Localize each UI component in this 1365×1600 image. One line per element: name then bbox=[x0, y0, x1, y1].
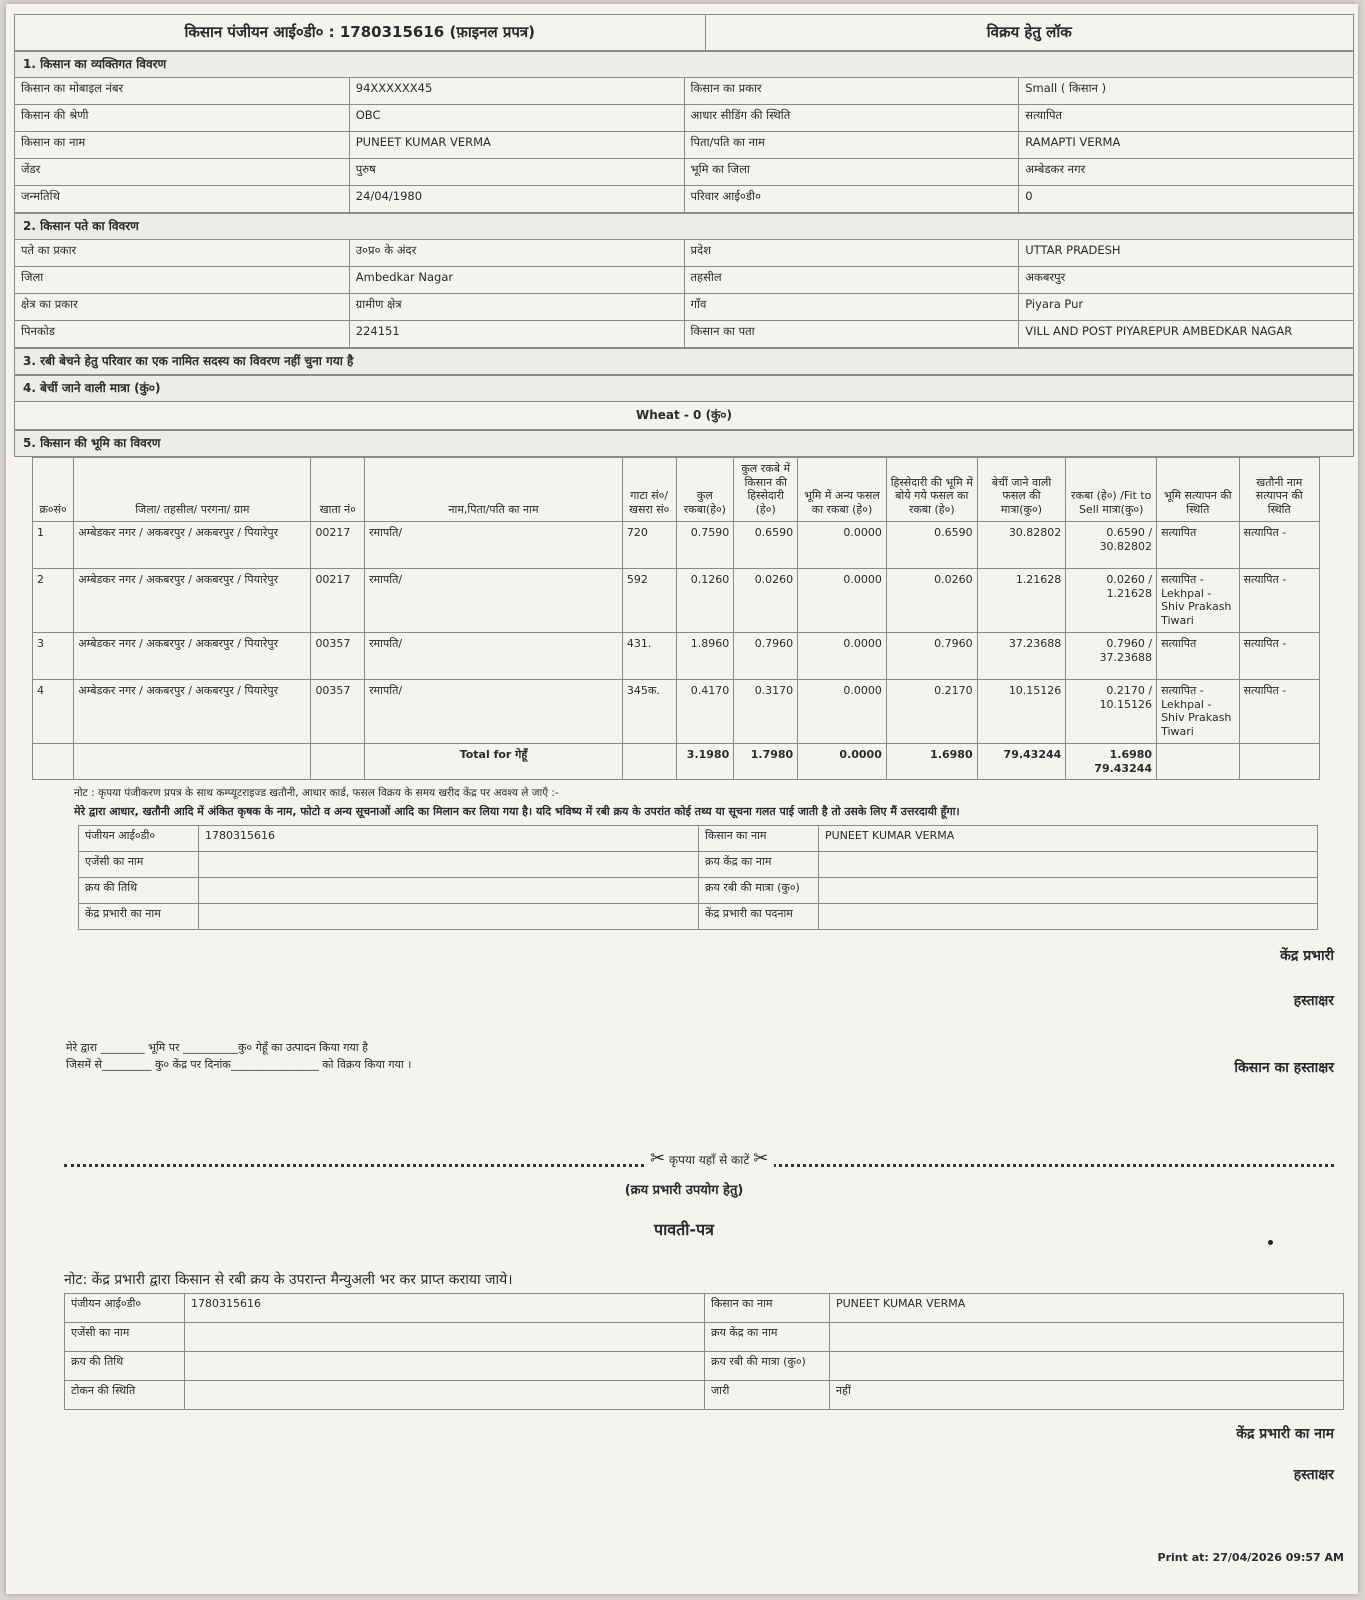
field-label: क्रय की तिथि bbox=[79, 878, 199, 904]
land-cell-other: 0.0000 bbox=[798, 521, 887, 568]
field-label: किसान का नाम bbox=[699, 826, 819, 852]
field-value: 1780315616 bbox=[199, 826, 699, 852]
land-cell-namever: सत्यापित - bbox=[1239, 568, 1319, 632]
field-value bbox=[830, 1323, 1344, 1352]
land-cell-sown: 0.0260 bbox=[886, 568, 977, 632]
land-total-fit: 1.6980 79.43244 bbox=[1066, 743, 1157, 780]
address-detail-row bbox=[15, 266, 1354, 293]
form-title: किसान पंजीयन आई०डी० : 1780315616 (फ़ाइनल प्रपत्र) bbox=[15, 15, 706, 51]
field-label: क्रय केंद्र का नाम bbox=[705, 1323, 830, 1352]
field-value: Small ( किसान ) bbox=[1019, 77, 1354, 104]
field-label: पते का प्रकार bbox=[15, 239, 350, 266]
receipt-row bbox=[65, 1381, 1344, 1410]
field-value: पुरुष bbox=[349, 158, 684, 185]
land-cell-sn: 3 bbox=[33, 632, 74, 679]
field-value bbox=[819, 904, 1318, 930]
section-3-title: 3. रबी बेचने हेतु परिवार का एक नामित सदस्य का विवरण नहीं चुना गया है bbox=[15, 348, 1354, 374]
land-total-sn bbox=[33, 743, 74, 780]
land-total-sown: 1.6980 bbox=[886, 743, 977, 780]
field-label: एजेंसी का नाम bbox=[79, 852, 199, 878]
scissors-icon: ✂ bbox=[650, 1148, 666, 1170]
section-4-title: 4. बेचीं जाने वाली मात्रा (कुं०) bbox=[15, 375, 1354, 401]
land-cell-khata: 00357 bbox=[311, 632, 365, 679]
purchase-form-row bbox=[79, 852, 1318, 878]
land-total-name: Total for गेहूँ bbox=[365, 743, 623, 780]
receipt-signature-label: हस्ताक्षर bbox=[1293, 1467, 1334, 1484]
land-cell-place: अम्बेडकर नगर / अकबरपुर / अकबरपुर / पियारेपुर bbox=[74, 568, 311, 632]
cut-label-group bbox=[644, 1148, 774, 1169]
land-column-header: रकबा (हे०) /Fit to Sell मात्रा(कु०) bbox=[1066, 457, 1157, 521]
field-label: केंद्र प्रभारी का पदनाम bbox=[699, 904, 819, 930]
field-label: टोकन की स्थिति bbox=[65, 1381, 185, 1410]
receipt-row bbox=[65, 1323, 1344, 1352]
receipt-incharge-name-label: केंद्र प्रभारी का नाम bbox=[1236, 1426, 1334, 1443]
land-total-row bbox=[33, 743, 1320, 780]
field-label: किसान का पता bbox=[684, 320, 1019, 347]
land-column-header: नाम,पिता/पति का नाम bbox=[365, 457, 623, 521]
land-row bbox=[33, 568, 1320, 632]
field-value bbox=[819, 878, 1318, 904]
land-total-place bbox=[74, 743, 311, 780]
land-cell-namever: सत्यापित - bbox=[1239, 521, 1319, 568]
land-cell-share: 0.3170 bbox=[734, 679, 798, 743]
field-label: परिवार आई०डी० bbox=[684, 185, 1019, 212]
field-label: एजेंसी का नाम bbox=[65, 1323, 185, 1352]
personal-details-table bbox=[14, 51, 1354, 213]
field-label: क्रय केंद्र का नाम bbox=[699, 852, 819, 878]
field-value: नहीं bbox=[830, 1381, 1344, 1410]
field-label: आधार सीडिंग की स्थिति bbox=[684, 104, 1019, 131]
field-label: किसान का नाम bbox=[15, 131, 350, 158]
field-label: पिता/पति का नाम bbox=[684, 131, 1019, 158]
field-value: 94XXXXXX45 bbox=[349, 77, 684, 104]
field-label: जिला bbox=[15, 266, 350, 293]
field-label: क्रय रबी की मात्रा (कु०) bbox=[699, 878, 819, 904]
land-cell-khata: 00357 bbox=[311, 679, 365, 743]
field-label: क्षेत्र का प्रकार bbox=[15, 293, 350, 320]
land-column-header: क्र०सं० bbox=[33, 457, 74, 521]
personal-detail-row bbox=[15, 77, 1354, 104]
field-label: जन्मतिथि bbox=[15, 185, 350, 212]
purchase-form-row bbox=[79, 904, 1318, 930]
quantity-section bbox=[14, 375, 1354, 430]
land-total-share: 1.7980 bbox=[734, 743, 798, 780]
field-value: RAMAPTI VERMA bbox=[1019, 131, 1354, 158]
cut-line bbox=[64, 1140, 1334, 1180]
land-row bbox=[33, 521, 1320, 568]
land-cell-landver: सत्यापित - Lekhpal - Shiv Prakash Tiwari bbox=[1157, 568, 1240, 632]
land-cell-gata: 345क. bbox=[622, 679, 676, 743]
purchase-form-row bbox=[79, 826, 1318, 852]
land-column-header: भूमि सत्यापन की स्थिति bbox=[1157, 457, 1240, 521]
field-value bbox=[830, 1352, 1344, 1381]
field-label: तहसील bbox=[684, 266, 1019, 293]
field-value: Ambedkar Nagar bbox=[349, 266, 684, 293]
land-cell-total: 0.7590 bbox=[676, 521, 734, 568]
field-label: किसान का मोबाइल नंबर bbox=[15, 77, 350, 104]
center-incharge-label: केंद्र प्रभारी bbox=[1280, 948, 1334, 965]
field-value bbox=[199, 878, 699, 904]
land-column-header: कुल रकबे में किसान की हिस्सेदारी (हे०) bbox=[734, 457, 798, 521]
land-cell-place: अम्बेडकर नगर / अकबरपुर / अकबरपुर / पियारेपुर bbox=[74, 632, 311, 679]
land-total-gata bbox=[622, 743, 676, 780]
land-column-header: कुल रकबा(हे०) bbox=[676, 457, 734, 521]
land-cell-landver: सत्यापित - Lekhpal - Shiv Prakash Tiwari bbox=[1157, 679, 1240, 743]
land-details-table bbox=[32, 457, 1320, 781]
section-5-title: 5. किसान की भूमि का विवरण bbox=[15, 430, 1354, 456]
land-cell-other: 0.0000 bbox=[798, 679, 887, 743]
land-column-header: गाटा सं०/ खसरा सं० bbox=[622, 457, 676, 521]
land-cell-khata: 00217 bbox=[311, 568, 365, 632]
land-column-header: खतौनी नाम सत्यापन की स्थिति bbox=[1239, 457, 1319, 521]
land-cell-name: रमापति/ bbox=[365, 521, 623, 568]
field-label: पंजीयन आई०डी० bbox=[65, 1294, 185, 1323]
land-column-header: खाता नं० bbox=[311, 457, 365, 521]
purchase-form-table bbox=[78, 825, 1318, 930]
land-cell-total: 1.8960 bbox=[676, 632, 734, 679]
land-column-header: जिला/ तहसील/ परगना/ ग्राम bbox=[74, 457, 311, 521]
receipt-subtitle: (क्रय प्रभारी उपयोग हेतु) bbox=[624, 1183, 744, 1199]
land-cell-fit: 0.7960 / 37.23688 bbox=[1066, 632, 1157, 679]
receipt-row bbox=[65, 1294, 1344, 1323]
production-line-2: जिसमें से_________ कु० केंद्र पर दिनांक________________ को विक्रय किया गया । bbox=[66, 1057, 412, 1071]
documents-note: नोट : कृपया पंजीकरण प्रपत्र के साथ कम्प्यूटराइज्ड खतौनी, आधार कार्ड, फसल विक्रय के समय खरीद केंद्र पर अवश्य ले जाएँ :- bbox=[74, 787, 559, 800]
land-total-other: 0.0000 bbox=[798, 743, 887, 780]
land-column-header: हिस्सेदारी की भूमि में बोये गये फसल का रकबा (हे०) bbox=[886, 457, 977, 521]
land-total-khata bbox=[311, 743, 365, 780]
field-label: प्रदेश bbox=[684, 239, 1019, 266]
land-column-header: बेचीं जाने वाली फसल की मात्रा(कु०) bbox=[977, 457, 1066, 521]
land-cell-sn: 4 bbox=[33, 679, 74, 743]
land-total-landver bbox=[1157, 743, 1240, 780]
land-cell-namever: सत्यापित - bbox=[1239, 679, 1319, 743]
land-cell-sown: 0.7960 bbox=[886, 632, 977, 679]
field-value: Piyara Pur bbox=[1019, 293, 1354, 320]
field-value: 1780315616 bbox=[185, 1294, 705, 1323]
address-detail-row bbox=[15, 293, 1354, 320]
land-cell-gata: 592 bbox=[622, 568, 676, 632]
wheat-quantity: Wheat - 0 (कुं०) bbox=[15, 401, 1354, 429]
field-label: जारी bbox=[705, 1381, 830, 1410]
land-total-namever bbox=[1239, 743, 1319, 780]
ink-dot bbox=[1268, 1240, 1273, 1245]
field-value: 224151 bbox=[349, 320, 684, 347]
field-value bbox=[819, 852, 1318, 878]
land-cell-qty: 37.23688 bbox=[977, 632, 1066, 679]
field-value: उ०प्र० के अंदर bbox=[349, 239, 684, 266]
field-value: अम्बेडकर नगर bbox=[1019, 158, 1354, 185]
field-value: 0 bbox=[1019, 185, 1354, 212]
production-block bbox=[14, 1040, 1354, 1110]
field-value: 24/04/1980 bbox=[349, 185, 684, 212]
document-page bbox=[6, 4, 1358, 1594]
center-incharge-signature-label: हस्ताक्षर bbox=[1293, 993, 1334, 1010]
field-value: सत्यापित bbox=[1019, 104, 1354, 131]
scissors-icon: ✂ bbox=[753, 1148, 769, 1170]
field-value: PUNEET KUMAR VERMA bbox=[349, 131, 684, 158]
land-cell-place: अम्बेडकर नगर / अकबरपुर / अकबरपुर / पियारेपुर bbox=[74, 521, 311, 568]
land-cell-khata: 00217 bbox=[311, 521, 365, 568]
field-value bbox=[199, 904, 699, 930]
land-cell-fit: 0.6590 / 30.82802 bbox=[1066, 521, 1157, 568]
section-2-title: 2. किसान पते का विवरण bbox=[15, 213, 1354, 239]
field-label: क्रय रबी की मात्रा (कु०) bbox=[705, 1352, 830, 1381]
land-column-header: भूमि में अन्य फसल का रकबा (हे०) bbox=[798, 457, 887, 521]
field-value bbox=[185, 1381, 705, 1410]
field-value: अकबरपुर bbox=[1019, 266, 1354, 293]
personal-detail-row bbox=[15, 104, 1354, 131]
section-1-title: 1. किसान का व्यक्तिगत विवरण bbox=[15, 51, 1354, 77]
purchase-form-row bbox=[79, 878, 1318, 904]
field-value: PUNEET KUMAR VERMA bbox=[819, 826, 1318, 852]
address-detail-row bbox=[15, 320, 1354, 347]
land-cell-namever: सत्यापित - bbox=[1239, 632, 1319, 679]
personal-detail-row bbox=[15, 131, 1354, 158]
receipt-title: पावती-पत्र bbox=[654, 1220, 714, 1240]
field-label: क्रय की तिथि bbox=[65, 1352, 185, 1381]
nominee-section bbox=[14, 348, 1354, 375]
field-label: पिनकोड bbox=[15, 320, 350, 347]
land-cell-gata: 431. bbox=[622, 632, 676, 679]
field-value bbox=[199, 852, 699, 878]
receipt-table bbox=[64, 1293, 1344, 1410]
land-row bbox=[33, 632, 1320, 679]
land-cell-landver: सत्यापित bbox=[1157, 521, 1240, 568]
land-cell-total: 0.4170 bbox=[676, 679, 734, 743]
land-cell-share: 0.7960 bbox=[734, 632, 798, 679]
land-cell-qty: 10.15126 bbox=[977, 679, 1066, 743]
field-label: गाँव bbox=[684, 293, 1019, 320]
receipt-note: नोट: केंद्र प्रभारी द्वारा किसान से रबी क्रय के उपरान्त मैन्युअली भर कर प्राप्त कराया जाये। bbox=[64, 1272, 513, 1289]
field-label: किसान का नाम bbox=[705, 1294, 830, 1323]
field-value: UTTAR PRADESH bbox=[1019, 239, 1354, 266]
print-timestamp: Print at: 27/04/2026 09:57 AM bbox=[1157, 1551, 1344, 1564]
land-cell-total: 0.1260 bbox=[676, 568, 734, 632]
land-cell-qty: 30.82802 bbox=[977, 521, 1066, 568]
land-cell-other: 0.0000 bbox=[798, 568, 887, 632]
address-details-table bbox=[14, 213, 1354, 348]
field-label: केंद्र प्रभारी का नाम bbox=[79, 904, 199, 930]
form-header bbox=[14, 14, 1354, 51]
farmer-signature-label: किसान का हस्ताक्षर bbox=[1234, 1060, 1334, 1077]
production-line-1: मेरे द्वारा ________ भूमि पर __________कु० गेहूँ का उत्पादन किया गया है bbox=[66, 1041, 368, 1055]
land-cell-landver: सत्यापित bbox=[1157, 632, 1240, 679]
field-value: ग्रामीण क्षेत्र bbox=[349, 293, 684, 320]
land-cell-sn: 1 bbox=[33, 521, 74, 568]
land-total-qty: 79.43244 bbox=[977, 743, 1066, 780]
field-label: किसान की श्रेणी bbox=[15, 104, 350, 131]
cut-label: कृपया यहाँ से काटें bbox=[668, 1153, 750, 1168]
field-value bbox=[185, 1323, 705, 1352]
field-label: भूमि का जिला bbox=[684, 158, 1019, 185]
personal-detail-row bbox=[15, 158, 1354, 185]
land-cell-sn: 2 bbox=[33, 568, 74, 632]
address-detail-row bbox=[15, 239, 1354, 266]
receipt-row bbox=[65, 1352, 1344, 1381]
land-total-total: 3.1980 bbox=[676, 743, 734, 780]
land-cell-gata: 720 bbox=[622, 521, 676, 568]
declaration-text: मेरे द्वारा आधार, खतौनी आदि में अंकित कृषक के नाम, फोटो व अन्य सूचनाओं आदि का मिलान कर लिया गया है। यदि भविष्य में रबी क्रय के उपरांत कोई तथ्य या सूचना गलत पाई जाती है तो उसके लिए मैं उत्तरदायी हूँगा। bbox=[74, 805, 960, 819]
field-value bbox=[185, 1352, 705, 1381]
field-label: जेंडर bbox=[15, 158, 350, 185]
land-cell-fit: 0.0260 / 1.21628 bbox=[1066, 568, 1157, 632]
field-label: किसान का प्रकार bbox=[684, 77, 1019, 104]
land-cell-fit: 0.2170 / 10.15126 bbox=[1066, 679, 1157, 743]
lock-status: विक्रय हेतु लॉक bbox=[705, 15, 1354, 51]
field-label: पंजीयन आई०डी० bbox=[79, 826, 199, 852]
land-section bbox=[14, 430, 1354, 457]
registration-form bbox=[14, 14, 1354, 1484]
land-cell-other: 0.0000 bbox=[798, 632, 887, 679]
field-value: VILL AND POST PIYAREPUR AMBEDKAR NAGAR bbox=[1019, 320, 1354, 347]
land-cell-place: अम्बेडकर नगर / अकबरपुर / अकबरपुर / पियारेपुर bbox=[74, 679, 311, 743]
land-cell-sown: 0.2170 bbox=[886, 679, 977, 743]
land-cell-share: 0.6590 bbox=[734, 521, 798, 568]
field-value: PUNEET KUMAR VERMA bbox=[830, 1294, 1344, 1323]
land-cell-name: रमापति/ bbox=[365, 679, 623, 743]
personal-detail-row bbox=[15, 185, 1354, 212]
field-value: OBC bbox=[349, 104, 684, 131]
land-cell-name: रमापति/ bbox=[365, 568, 623, 632]
land-cell-name: रमापति/ bbox=[365, 632, 623, 679]
land-cell-qty: 1.21628 bbox=[977, 568, 1066, 632]
land-cell-share: 0.0260 bbox=[734, 568, 798, 632]
land-row bbox=[33, 679, 1320, 743]
land-cell-sown: 0.6590 bbox=[886, 521, 977, 568]
